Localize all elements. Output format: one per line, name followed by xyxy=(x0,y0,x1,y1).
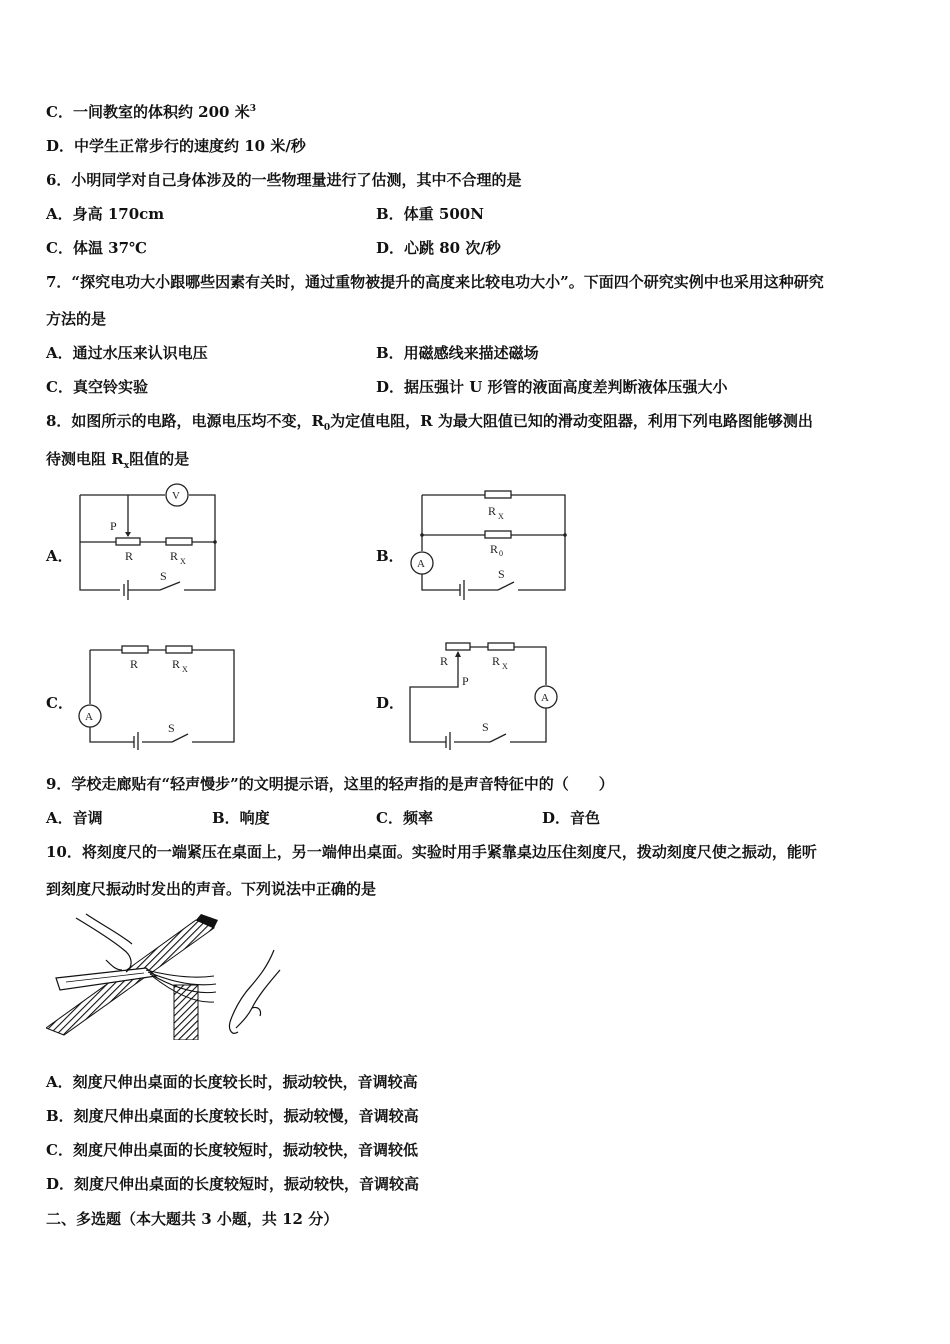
q9-option-a: A．音调 xyxy=(46,809,103,827)
ruler-vibration-illustration xyxy=(46,910,286,1040)
q7-stem-line1: 7．“探究电功大小跟哪些因素有关时，通过重物被提升的高度来比较电功大小”。下面四个研究实例中也采用这种研究 xyxy=(46,273,824,291)
q10-stem-line2: 到刻度尺振动时发出的声音。下列说法中正确的是 xyxy=(46,880,377,898)
q9-option-c: C．频率 xyxy=(376,809,433,827)
circuit-d-rx-sub: X xyxy=(502,662,508,671)
q8-label-d: D． xyxy=(376,694,405,712)
q8-label-c: C． xyxy=(46,694,73,712)
circuit-b-r0-sub: 0 xyxy=(499,549,503,558)
q6-stem: 6．小明同学对自己身体涉及的一些物理量进行了估测，其中不合理的是 xyxy=(46,171,522,189)
circuit-c-rx-sub: X xyxy=(182,665,188,674)
circuit-c-r-label: R xyxy=(130,657,139,671)
circuit-a-r-label: R xyxy=(125,549,134,563)
circuit-a-s-label: S xyxy=(160,569,167,583)
q8-label-b: B． xyxy=(376,547,404,565)
q8-stem-line1: 8．如图所示的电路，电源电压均不变，$R_0$为定值电阻，R 为最大阻值已知的滑动变阻器，利用下列电路图能够测出 xyxy=(46,412,813,433)
q7-option-c: C．真空铃实验 xyxy=(46,378,148,396)
q6-option-c: C．体温 37℃ xyxy=(46,239,148,257)
section2-title: 二、多选题（本大题共 3 小题，共 12 分） xyxy=(46,1210,339,1228)
circuit-c-rx-label: R xyxy=(172,657,181,671)
q7-option-b: B．用磁感线来描述磁场 xyxy=(376,344,539,362)
q7-option-a: A．通过水压来认识电压 xyxy=(46,344,208,362)
q10-option-d: D．刻度尺伸出桌面的长度较短时，振动较快，音调较高 xyxy=(46,1175,420,1193)
circuit-d-ammeter-label: A xyxy=(541,692,549,704)
q6-option-d: D．心跳 80 次/秒 xyxy=(376,239,501,257)
circuit-a-p-label: P xyxy=(110,519,117,533)
q7-option-d: D．据压强计 U 形管的液面高度差判断液体压强大小 xyxy=(376,378,728,396)
q10-stem-line1: 10．将刻度尺的一端紧压在桌面上，另一端伸出桌面。实验时用手紧靠桌边压住刻度尺，拨动刻度尺使之振动，能听 xyxy=(46,843,817,861)
q8-stem-line2: 待测电阻 $R_x$阻值的是 xyxy=(46,450,190,471)
q10-option-b: B．刻度尺伸出桌面的长度较长时，振动较慢，音调较高 xyxy=(46,1107,419,1125)
q9-option-b: B．响度 xyxy=(212,809,270,827)
circuit-a-voltmeter-label: V xyxy=(172,490,180,502)
circuit-c-ammeter-label: A xyxy=(85,711,93,723)
q9-option-d: D．音色 xyxy=(542,809,601,827)
circuit-diagram-d xyxy=(400,635,570,750)
q6-option-b: B．体重 500N xyxy=(376,205,484,223)
circuit-c-s-label: S xyxy=(168,721,175,735)
circuit-b-ammeter-label: A xyxy=(417,558,425,570)
q10-option-a: A．刻度尺伸出桌面的长度较长时，振动较快，音调较高 xyxy=(46,1073,418,1091)
q7-stem-line2: 方法的是 xyxy=(46,310,107,328)
q10-option-c: C．刻度尺伸出桌面的长度较短时，振动较快，音调较低 xyxy=(46,1141,418,1159)
circuit-diagram-c xyxy=(72,640,242,750)
circuit-b-rx-sub: X xyxy=(498,512,504,521)
q9-stem: 9．学校走廊贴有“轻声慢步”的文明提示语，这里的轻声指的是声音特征中的（ ） xyxy=(46,775,614,793)
q5-option-d: D．中学生正常步行的速度约 10 米/秒 xyxy=(46,137,306,155)
circuit-a-rx-sub: X xyxy=(180,557,186,566)
circuit-b-rx-label: R xyxy=(488,504,497,518)
q5-option-c: C．一间教室的体积约 200 米$^3$ xyxy=(46,103,256,121)
circuit-d-s-label: S xyxy=(482,720,489,734)
circuit-d-r-label: R xyxy=(440,654,449,668)
circuit-a-rx-label: R xyxy=(170,549,179,563)
circuit-b-s-label: S xyxy=(498,567,505,581)
circuit-d-p-label: P xyxy=(462,674,469,688)
q6-option-a: A．身高 170cm xyxy=(46,205,165,223)
circuit-diagram-a xyxy=(70,480,230,600)
q8-label-a: A． xyxy=(46,547,73,565)
circuit-b-r0-label: R xyxy=(490,542,499,556)
circuit-d-rx-label: R xyxy=(492,654,501,668)
circuit-diagram-b xyxy=(400,485,575,600)
